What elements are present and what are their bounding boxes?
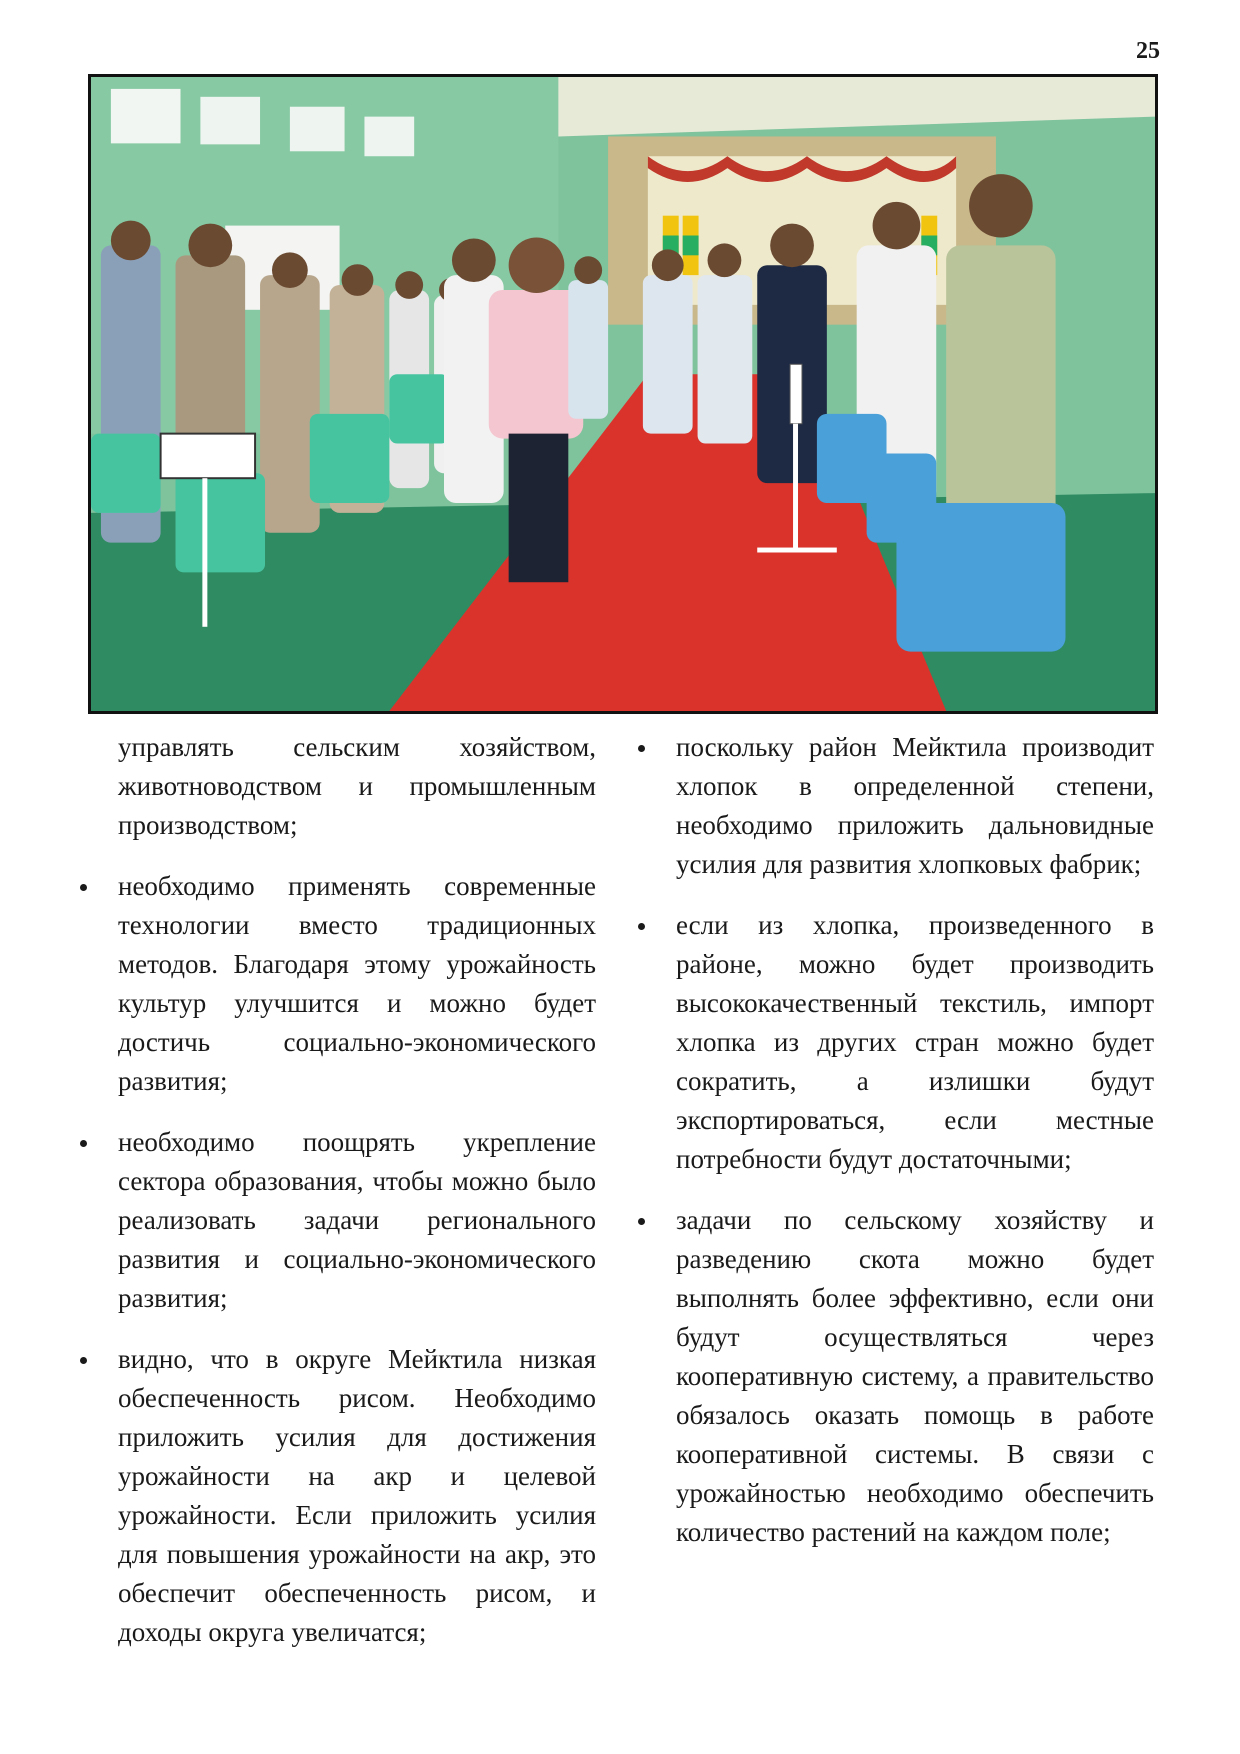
- right-column: [634, 728, 1154, 1574]
- list-item: необходимо поощрять укрепление сектора образования, чтобы можно было реализовать задачи регионального развития и социально-экономического развития;: [76, 1123, 596, 1318]
- list-item: видно, что в округе Мейктила низкая обеспеченность рисом. Необходимо приложить усилия для достижения урожайности на акр и целевой урожайности. Если приложить усилия для повышения урожайности на акр, это обеспечит обеспеченность рисом, и доходы округа увеличатся;: [76, 1340, 596, 1652]
- list-item: управлять сельским хозяйством, животноводством и промышленным производством;: [118, 732, 596, 840]
- left-column: [76, 728, 596, 1674]
- event-photo: [88, 74, 1158, 714]
- list-item: задачи по сельскому хозяйству и разведению скота можно будет выполнять более эффективно, если они будут осуществляться через кооперативную систему, а правительство обязалось оказать помощь в работе кооперативной системы. В связи с урожайностью необходимо обеспечить количество растений на каждом поле;: [634, 1201, 1154, 1552]
- list-item: поскольку район Мейктила производит хлопок в определенной степени, необходимо приложить дальновидные усилия для развития хлопковых фабрик;: [634, 728, 1154, 884]
- list-item: необходимо применять современные технологии вместо традиционных методов. Благодаря этому урожайность культур улучшится и можно будет достичь социально-экономического развития;: [76, 867, 596, 1101]
- page-number: 25: [1136, 38, 1160, 64]
- list-item: если из хлопка, произведенного в районе, можно будет производить высококачественный текстиль, импорт хлопка из других стран можно будет сократить, а излишки будут экспортироваться, если местные потребности будут достаточными;: [634, 906, 1154, 1179]
